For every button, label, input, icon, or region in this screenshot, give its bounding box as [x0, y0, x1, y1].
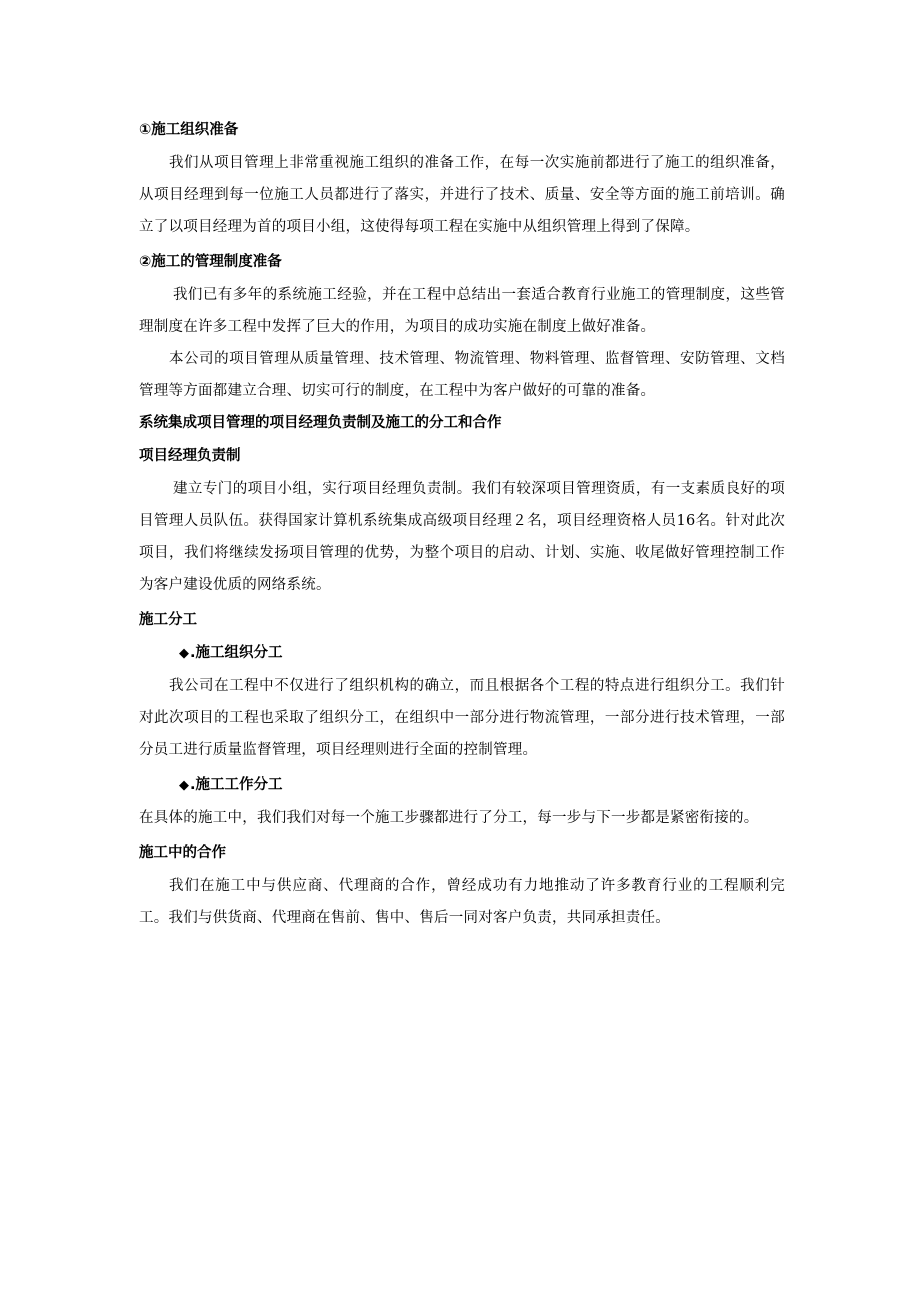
bullet-heading-work-division-label: .施工工作分工	[190, 777, 283, 793]
paragraph-org-division: 我公司在工程中不仅进行了组织机构的确立，而且根据各个工程的特点进行组织分工。我们针对此次项目的工程也采取了组织分工，在组织中一部分进行物流管理，一部分进行技术管理，一部分员工进行质量监督管理，项目经理则进行全面的控制管理。	[139, 678, 785, 758]
paragraph-work-division: 在具体的施工中，我们我们对每一个施工步骤都进行了分工，每一步与下一步都是紧密衔接的。	[139, 810, 759, 826]
paragraph-mgmt-system-1: 我们已有多年的系统施工经验，并在工程中总结出一套适合教育行业施工的管理制度，这些管理制度在许多工程中发挥了巨大的作用，为项目的成功实施在制度上做好准备。	[139, 287, 785, 335]
paragraph-mgmt-system-2: 本公司的项目管理从质量管理、技术管理、物流管理、物料管理、监督管理、安防管理、文档管理等方面都建立合理、切实可行的制度，在工程中为客户做好的可靠的准备。	[139, 351, 785, 399]
bullet-heading-work-division	[139, 769, 785, 802]
paragraph-org-prep: 我们从项目管理上非常重视施工组织的准备工作，在每一次实施前都进行了施工的组织准备，从项目经理到每一位施工人员都进行了落实，并进行了技术、质量、安全等方面的施工前培训。确立了以项目经理为首的项目小组，这使得每项工程在实施中从组织管理上得到了保障。	[139, 155, 785, 235]
section-heading-pm-responsibility: 系统集成项目管理的项目经理负责制及施工的分工和合作	[139, 415, 502, 431]
diamond-bullet-icon: ◆	[179, 778, 189, 793]
paragraph-cooperation: 我们在施工中与供应商、代理商的合作，曾经成功有力地推动了许多教育行业的工程顺利完工。我们与供货商、代理商在售前、售中、售后一同对客户负责，共同承担责任。	[139, 878, 785, 926]
section-heading-cooperation: 施工中的合作	[139, 845, 226, 861]
section-heading-org-prep: ①施工组织准备	[139, 122, 239, 138]
diamond-bullet-icon: ◆	[179, 646, 189, 661]
document-body	[139, 114, 785, 934]
bullet-heading-org-division-label: .施工组织分工	[190, 645, 283, 661]
section-heading-mgmt-system: ②施工的管理制度准备	[139, 254, 282, 270]
section-heading-division: 施工分工	[139, 612, 197, 628]
paragraph-pm-responsibility: 建立专门的项目小组，实行项目经理负责制。我们有较深项目管理资质，有一支素质良好的项目管理人员队伍。获得国家计算机系统集成高级项目经理２名，项目经理资格人员16名。针对此次项目，我们将继续发扬项目管理的优势，为整个项目的启动、计划、实施、收尾做好管理控制工作为客户建设优质的网络系统。	[139, 481, 785, 593]
subsection-heading-pm: 项目经理负责制	[139, 448, 241, 464]
bullet-heading-org-division	[139, 637, 785, 670]
